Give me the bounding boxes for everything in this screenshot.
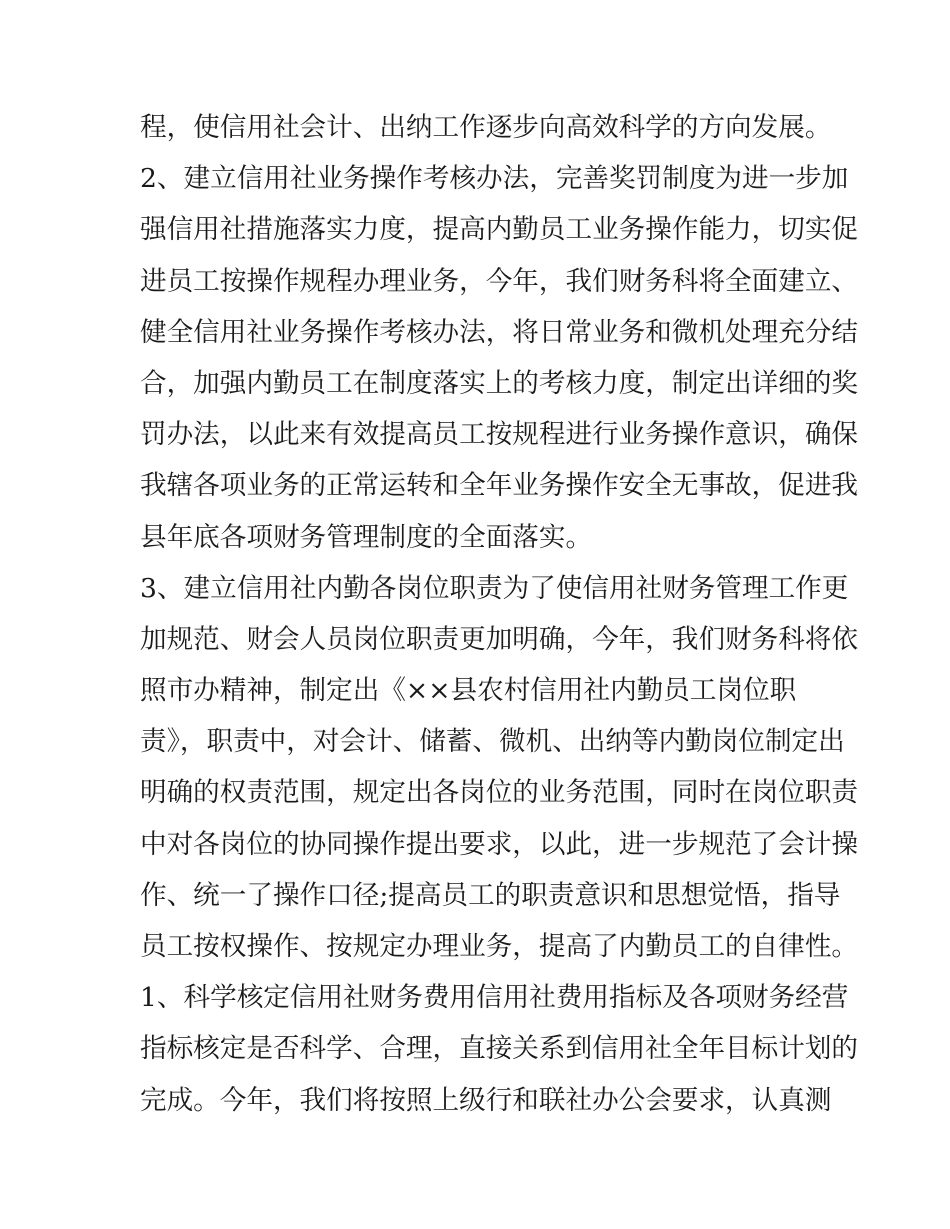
document-body — [140, 102, 859, 1126]
text-line: 明确的权责范围，规定出各岗位的业务范围，同时在岗位职责 — [140, 777, 859, 809]
text-line: 罚办法，以此来有效提高员工按规程进行业务操作意识，确保 — [140, 419, 859, 451]
text-line: 2、建立信用社业务操作考核办法，完善奖罚制度为进一步加 — [140, 163, 849, 195]
text-line: 责》，职责中，对会计、储蓄、微机、出纳等内勤岗位制定出 — [140, 726, 845, 758]
text-line: 照市办精神，制定出《××县农村信用社内勤员工岗位职 — [140, 675, 797, 707]
text-line: 作、统一了操作口径;提高员工的职责意识和思想觉悟，指导 — [140, 879, 841, 911]
text-line: 程，使信用社会计、出纳工作逐步向高效科学的方向发展。 — [140, 112, 832, 143]
text-line: 进员工按操作规程办理业务，今年，我们财务科将全面建立、 — [140, 265, 859, 297]
text-line: 中对各岗位的协同操作提出要求，以此，进一步规范了会计操 — [140, 828, 859, 860]
text-line: 完成。今年，我们将按照上级行和联社办公会要求，认真测 — [140, 1084, 832, 1116]
text-line: 3、建立信用社内勤各岗位职责为了使信用社财务管理工作更 — [140, 572, 849, 604]
text-line: 员工按权操作、按规定办理业务，提高了内勤员工的自律性。 — [140, 931, 859, 962]
text-line: 合，加强内勤员工在制度落实上的考核力度，制定出详细的奖 — [140, 367, 859, 399]
text-line: 加规范、财会人员岗位职责更加明确，今年，我们财务科将依 — [140, 623, 859, 655]
text-line: 县年底各项财务管理制度的全面落实。 — [140, 521, 593, 553]
text-line: 我辖各项业务的正常运转和全年业务操作安全无事故，促进我 — [140, 470, 859, 502]
text-line: 健全信用社业务操作考核办法，将日常业务和微机处理充分结 — [140, 316, 859, 348]
text-line: 强信用社措施落实力度，提高内勤员工业务操作能力，切实促 — [140, 214, 859, 246]
text-line: 1、科学核定信用社财务费用信用社费用指标及各项财务经营 — [140, 982, 849, 1014]
text-line: 指标核定是否科学、合理，直接关系到信用社全年目标计划的 — [140, 1033, 859, 1065]
